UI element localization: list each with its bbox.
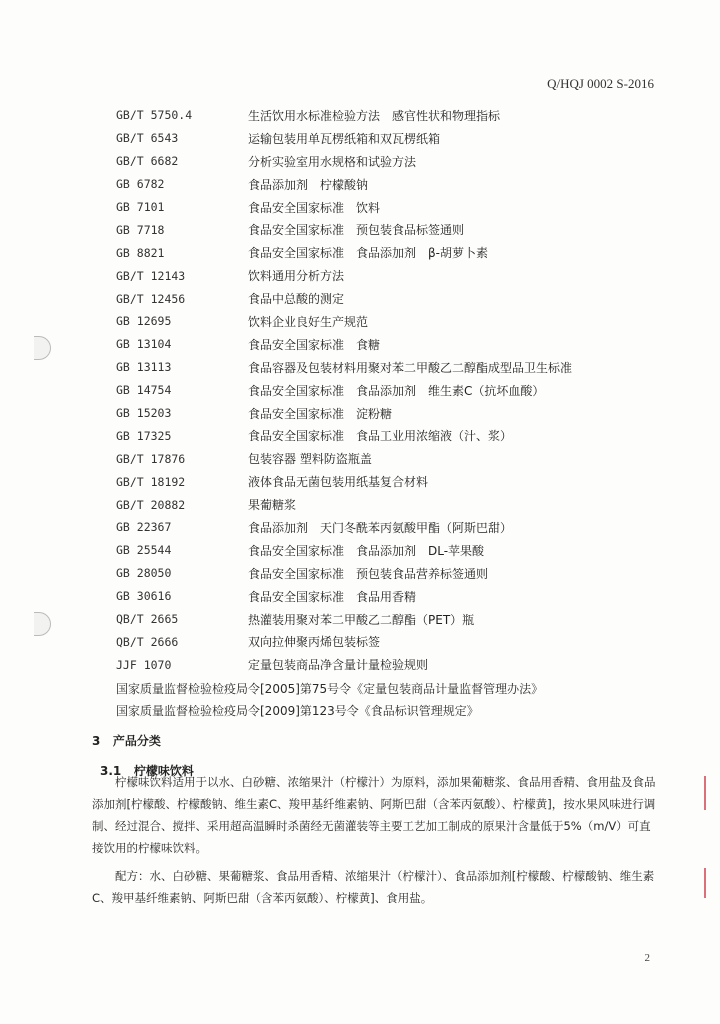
reference-title: 食品添加剂 天门冬酰苯丙氨酸甲酯（阿斯巴甜） <box>248 520 513 535</box>
reference-code: GB 25544 <box>116 543 172 558</box>
reference-row <box>116 424 676 447</box>
reference-code: GB/T 6682 <box>116 154 179 169</box>
reference-code: QB/T 2665 <box>116 612 179 627</box>
reference-title: 食品安全国家标准 淀粉糖 <box>248 406 393 421</box>
page-number: 2 <box>644 952 650 964</box>
reference-title: 包装容器 塑料防盗瓶盖 <box>248 452 372 467</box>
reference-title: 食品安全国家标准 食品用香精 <box>248 589 417 604</box>
reference-row <box>116 539 676 562</box>
reference-title: 分析实验室用水规格和试验方法 <box>248 154 417 169</box>
reference-code: GB 30616 <box>116 589 172 604</box>
binding-hole <box>34 336 51 360</box>
reference-title: 食品容器及包装材料用聚对苯二甲酸乙二醇酯成型品卫生标准 <box>248 360 573 375</box>
reference-title: 食品安全国家标准 预包装食品营养标签通则 <box>248 566 489 581</box>
seal-stamp-mark <box>704 868 720 898</box>
reference-code: JJF 1070 <box>116 657 172 672</box>
reference-code: GB 22367 <box>116 520 172 535</box>
reference-title: 食品安全国家标准 食糖 <box>248 337 381 352</box>
reference-row <box>116 104 676 127</box>
reference-code: GB/T 12456 <box>116 291 186 306</box>
reference-title: 食品添加剂 柠檬酸钠 <box>248 177 369 192</box>
reference-code: GB 7718 <box>116 222 165 237</box>
reference-row <box>116 470 676 493</box>
section-3-number: 3 <box>92 734 101 748</box>
reference-code: GB 14754 <box>116 383 172 398</box>
section-3-heading <box>92 732 161 749</box>
reference-code: GB 13113 <box>116 360 172 375</box>
section-3-1-number: 3.1 <box>100 764 122 778</box>
section-3-1-title: 柠檬味饮料 <box>133 764 194 778</box>
reference-row <box>116 173 676 196</box>
reference-title: 饮料企业良好生产规范 <box>248 314 369 329</box>
reference-code: GB/T 12143 <box>116 268 186 283</box>
reference-row <box>116 241 676 264</box>
reference-title: 双向拉伸聚丙烯包装标签 <box>248 635 381 650</box>
reference-row <box>116 493 676 516</box>
reference-title: 食品安全国家标准 预包装食品标签通则 <box>248 223 465 238</box>
reference-row <box>116 310 676 333</box>
reference-row <box>116 333 676 356</box>
reference-row <box>116 585 676 608</box>
reference-row <box>116 287 676 310</box>
seal-stamp-mark <box>704 776 720 810</box>
reference-row <box>116 218 676 241</box>
reference-title: 定量包装商品净含量计量检验规则 <box>248 658 429 673</box>
reference-code: QB/T 2666 <box>116 634 179 649</box>
reference-row <box>116 447 676 470</box>
reference-title: 食品安全国家标准 食品工业用浓缩液（汁、浆） <box>248 429 513 444</box>
reference-title: 食品安全国家标准 饮料 <box>248 200 381 215</box>
reference-title: 生活饮用水标准检验方法 感官性状和物理指标 <box>248 108 501 123</box>
reference-code: GB/T 20882 <box>116 497 186 512</box>
decree-1: 国家质量监督检验检疫局令[2005]第75号令《定量包装商品计量监督管理办法》 <box>116 682 544 696</box>
reference-row <box>116 516 676 539</box>
reference-code: GB 6782 <box>116 177 165 192</box>
reference-row <box>116 608 676 631</box>
reference-code: GB 15203 <box>116 406 172 421</box>
reference-code: GB/T 5750.4 <box>116 108 193 123</box>
reference-title: 食品安全国家标准 食品添加剂 DL-苹果酸 <box>248 543 485 558</box>
binding-hole <box>34 612 51 636</box>
reference-title: 食品安全国家标准 食品添加剂 维生素C（抗坏血酸） <box>248 383 545 398</box>
reference-title: 食品中总酸的测定 <box>248 292 345 307</box>
reference-row <box>116 196 676 219</box>
reference-code: GB/T 6543 <box>116 131 179 146</box>
decree-2: 国家质量监督检验检疫局令[2009]第123号令《食品标识管理规定》 <box>116 704 479 718</box>
reference-code: GB/T 18192 <box>116 474 186 489</box>
reference-title: 饮料通用分析方法 <box>248 269 345 284</box>
reference-row <box>116 402 676 425</box>
reference-code: GB 28050 <box>116 566 172 581</box>
reference-title: 液体食品无菌包装用纸基复合材料 <box>248 475 429 490</box>
formula-paragraph: 配方：水、白砂糖、果葡糖浆、食品用香精、浓缩果汁（柠檬汁）、食品添加剂[柠檬酸、柠檬酸钠、维生素C、羧甲基纤维素钠、阿斯巴甜（含苯丙氨酸）、柠檬黄]、食用盐。 <box>92 869 655 905</box>
reference-row <box>116 653 676 676</box>
reference-code: GB 17325 <box>116 428 172 443</box>
reference-code: GB 12695 <box>116 314 172 329</box>
reference-row <box>116 264 676 287</box>
reference-code: GB/T 17876 <box>116 451 186 466</box>
reference-row <box>116 127 676 150</box>
reference-list <box>116 104 676 676</box>
reference-row <box>116 150 676 173</box>
reference-code: GB 7101 <box>116 200 165 214</box>
reference-title: 热灌装用聚对苯二甲酸乙二醇酯（PET）瓶 <box>248 612 475 627</box>
reference-row <box>116 630 676 653</box>
reference-row <box>116 562 676 585</box>
reference-title: 食品安全国家标准 食品添加剂 β-胡萝卜素 <box>248 246 488 261</box>
reference-title: 运输包装用单瓦楞纸箱和双瓦楞纸箱 <box>248 131 441 146</box>
reference-row <box>116 356 676 379</box>
description-paragraph: 柠檬味饮料适用于以水、白砂糖、浓缩果汁（柠檬汁）为原料，添加果葡糖浆、食品用香精、食用盐及食品添加剂[柠檬酸、柠檬酸钠、维生素C、羧甲基纤维素钠、阿斯巴甜（含苯丙氨酸）、柠檬黄]，按水果风味进行调制、经过混合、搅拌、采用超高温瞬时杀菌经无菌灌装等主要工艺加工制成的原果汁含量低于5%（m/V）可直接饮用的柠檬味饮料。 <box>92 775 656 855</box>
reference-row <box>116 379 676 402</box>
reference-code: GB 13104 <box>116 337 172 352</box>
section-3-title: 产品分类 <box>112 734 161 748</box>
reference-title: 果葡糖浆 <box>248 498 297 513</box>
doc-code: Q/HQJ 0002 S-2016 <box>547 76 654 91</box>
reference-code: GB 8821 <box>116 245 165 260</box>
